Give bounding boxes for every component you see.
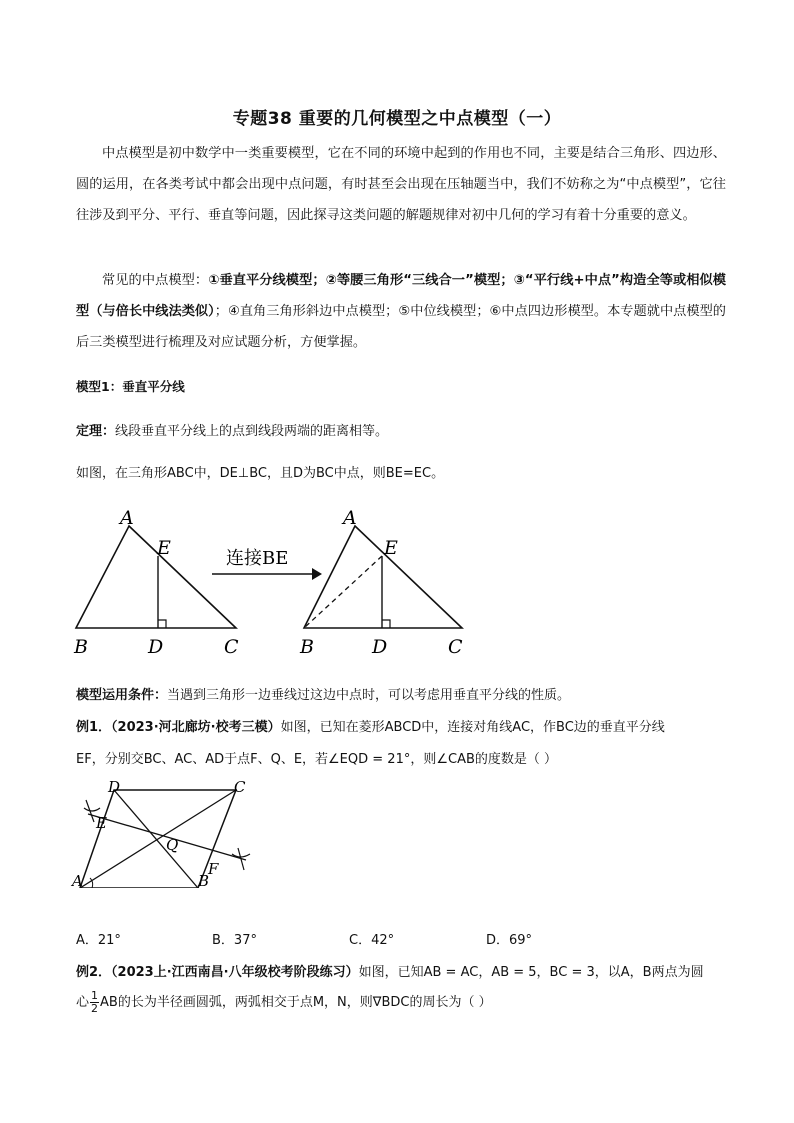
theorem-line bbox=[76, 420, 388, 439]
left-right-angle-mark bbox=[158, 620, 166, 628]
left-triangle bbox=[76, 526, 236, 628]
right-right-angle-mark bbox=[382, 620, 390, 628]
option-d: D．69° bbox=[486, 933, 533, 948]
theorem-label: 定理： bbox=[76, 424, 116, 439]
fig1-label-f: F bbox=[208, 860, 219, 878]
left-label-b: B bbox=[74, 636, 88, 658]
fig1-label-q: Q bbox=[166, 836, 179, 854]
condition-line bbox=[76, 684, 570, 703]
intro-paragraph: 中点模型是初中数学中一类重要模型，它在不同的环境中起到的作用也不同，主要是结合三角形、四边形、圆的运用，在各类考试中都会出现中点问题，有时甚至会出现在压轴题当中，我们不妨称之为“中点模型”，它往往涉及到平分、平行、垂直等问题，因此探寻这类问题的解题规律对初中几何的学习有着十分重要的意义。 bbox=[76, 146, 726, 223]
left-label-a: A bbox=[120, 507, 134, 529]
theorem-text: 线段垂直平分线上的点到线段两端的距离相等。 bbox=[115, 424, 389, 439]
example1-line1 bbox=[76, 716, 665, 735]
arrow-head-icon bbox=[312, 568, 322, 580]
model1-heading: 模型1：垂直平分线 bbox=[76, 379, 185, 394]
example2-text-line2-post: AB的长为半径画圆弧，两弧相交于点M，N，则∇BDC的周长为（ ） bbox=[100, 995, 492, 1010]
left-label-d: D bbox=[148, 636, 164, 658]
example2-source: （2023上·江西南昌·八年级校考阶段练习） bbox=[111, 965, 359, 980]
example2-line1 bbox=[76, 961, 704, 980]
right-label-a: A bbox=[343, 507, 357, 529]
right-triangle bbox=[304, 526, 462, 628]
perpendicular-bisector-figure bbox=[66, 502, 486, 664]
option-b: B．37° bbox=[212, 933, 257, 948]
example1-text-line1: 如图，已知在菱形ABCD中，连接对角线AC，作BC边的垂直平分线 bbox=[280, 720, 665, 735]
common-models-bold: ①垂直平分线模型；②等腰三角形“三线合一”模型；③“平行线+中点”构造全等或相似模型（与倍长中线法类似） bbox=[76, 273, 726, 319]
right-label-d: D bbox=[372, 636, 388, 658]
diagonal-db bbox=[114, 790, 198, 888]
arrow-label-connect-be: 连接BE bbox=[226, 548, 289, 569]
arc-mark-left bbox=[84, 808, 100, 811]
fig1-label-b: B bbox=[198, 872, 210, 888]
common-models-rest: ；④直角三角形斜边中点模型；⑤中位线模型；⑥中点四边形模型。本专题就中点模型的后三类模型进行梳理及对应试题分析，方便掌握。 bbox=[76, 304, 726, 350]
model1-statement: 如图，在三角形ABC中，DE⊥BC，且D为BC中点，则BE=EC。 bbox=[76, 466, 445, 481]
left-label-e: E bbox=[157, 537, 171, 559]
condition-text: 当遇到三角形一边垂线过这边中点时，可以考虑用垂直平分线的性质。 bbox=[167, 688, 571, 703]
right-dashed-be bbox=[304, 556, 382, 628]
common-models-paragraph bbox=[76, 265, 726, 358]
right-label-b: B bbox=[300, 636, 314, 658]
fraction-numerator: 1 bbox=[91, 989, 99, 1002]
fig1-label-e: E bbox=[96, 814, 107, 832]
angle-mark-a bbox=[90, 878, 93, 888]
fraction-denominator: 2 bbox=[91, 1002, 99, 1015]
right-label-e: E bbox=[384, 537, 398, 559]
example2-text-line1: 如图，已知AB = AC，AB = 5，BC = 3，以A，B两点为圆 bbox=[358, 965, 704, 980]
example2-text-line2-pre: 心 bbox=[76, 995, 90, 1010]
page-title: 专题38 重要的几何模型之中点模型（一） bbox=[232, 109, 562, 129]
right-label-c: C bbox=[448, 636, 463, 658]
fig1-label-a: A bbox=[72, 872, 83, 888]
fig1-label-c: C bbox=[234, 778, 246, 796]
example1-label: 例1． bbox=[76, 720, 112, 735]
left-label-c: C bbox=[224, 636, 239, 658]
example2-label: 例2． bbox=[76, 965, 112, 980]
option-a: A．21° bbox=[76, 933, 121, 948]
example1-source: （2023·河北廊坊·校考三模） bbox=[111, 720, 281, 735]
option-c: C．42° bbox=[349, 933, 395, 948]
fig1-label-d: D bbox=[108, 778, 121, 796]
rhombus-figure bbox=[66, 778, 256, 888]
common-models-lead: 常见的中点模型： bbox=[102, 273, 209, 288]
fraction-one-half bbox=[90, 990, 99, 1015]
example1-text-line2: EF，分别交BC、AC、AD于点F、Q、E，若∠EQD = 21°，则∠CAB的度数是（ ） bbox=[76, 752, 558, 767]
condition-label: 模型运用条件： bbox=[76, 688, 168, 703]
example2-line2 bbox=[76, 990, 492, 1015]
